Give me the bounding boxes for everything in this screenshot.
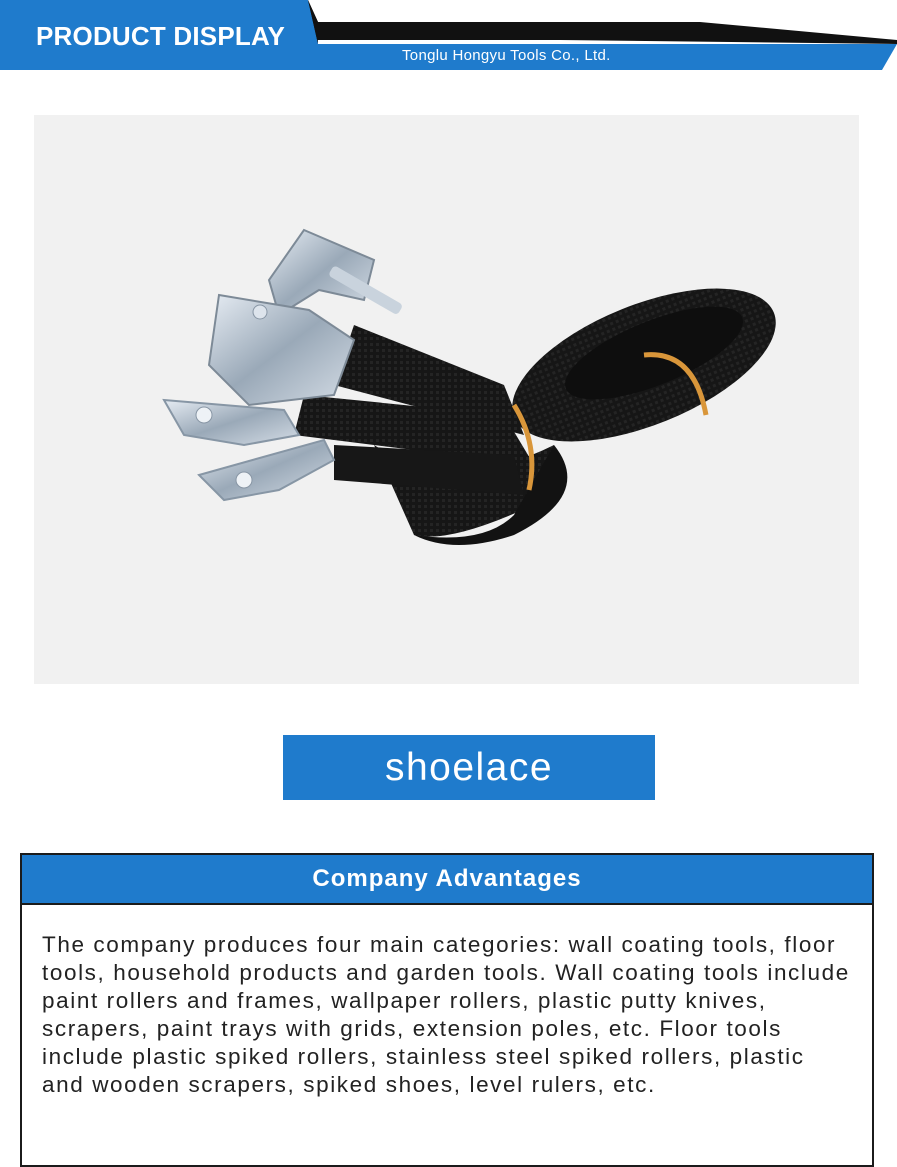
- advantages-title: Company Advantages: [22, 855, 872, 905]
- product-name-label: shoelace: [283, 735, 655, 800]
- company-advantages-box: [20, 853, 874, 1167]
- header-banner: [0, 0, 897, 75]
- header-title: PRODUCT DISPLAY: [36, 21, 286, 51]
- strap-illustration: [34, 115, 859, 684]
- advantages-text: The company produces four main categories: wall coating tools, floor tools, household products and garden tools. Wall coating tools include paint rollers and frames, wallpaper rollers, plastic putty knives, scrapers, paint trays with grids, extension poles, etc. Floor tools include plastic spiked rollers, stainless steel spiked rollers, plastic and wooden scrapers, spiked shoes, level rulers, etc.: [42, 932, 850, 1097]
- company-name: Tonglu Hongyu Tools Co., Ltd.: [402, 47, 611, 64]
- product-photo: [34, 115, 859, 684]
